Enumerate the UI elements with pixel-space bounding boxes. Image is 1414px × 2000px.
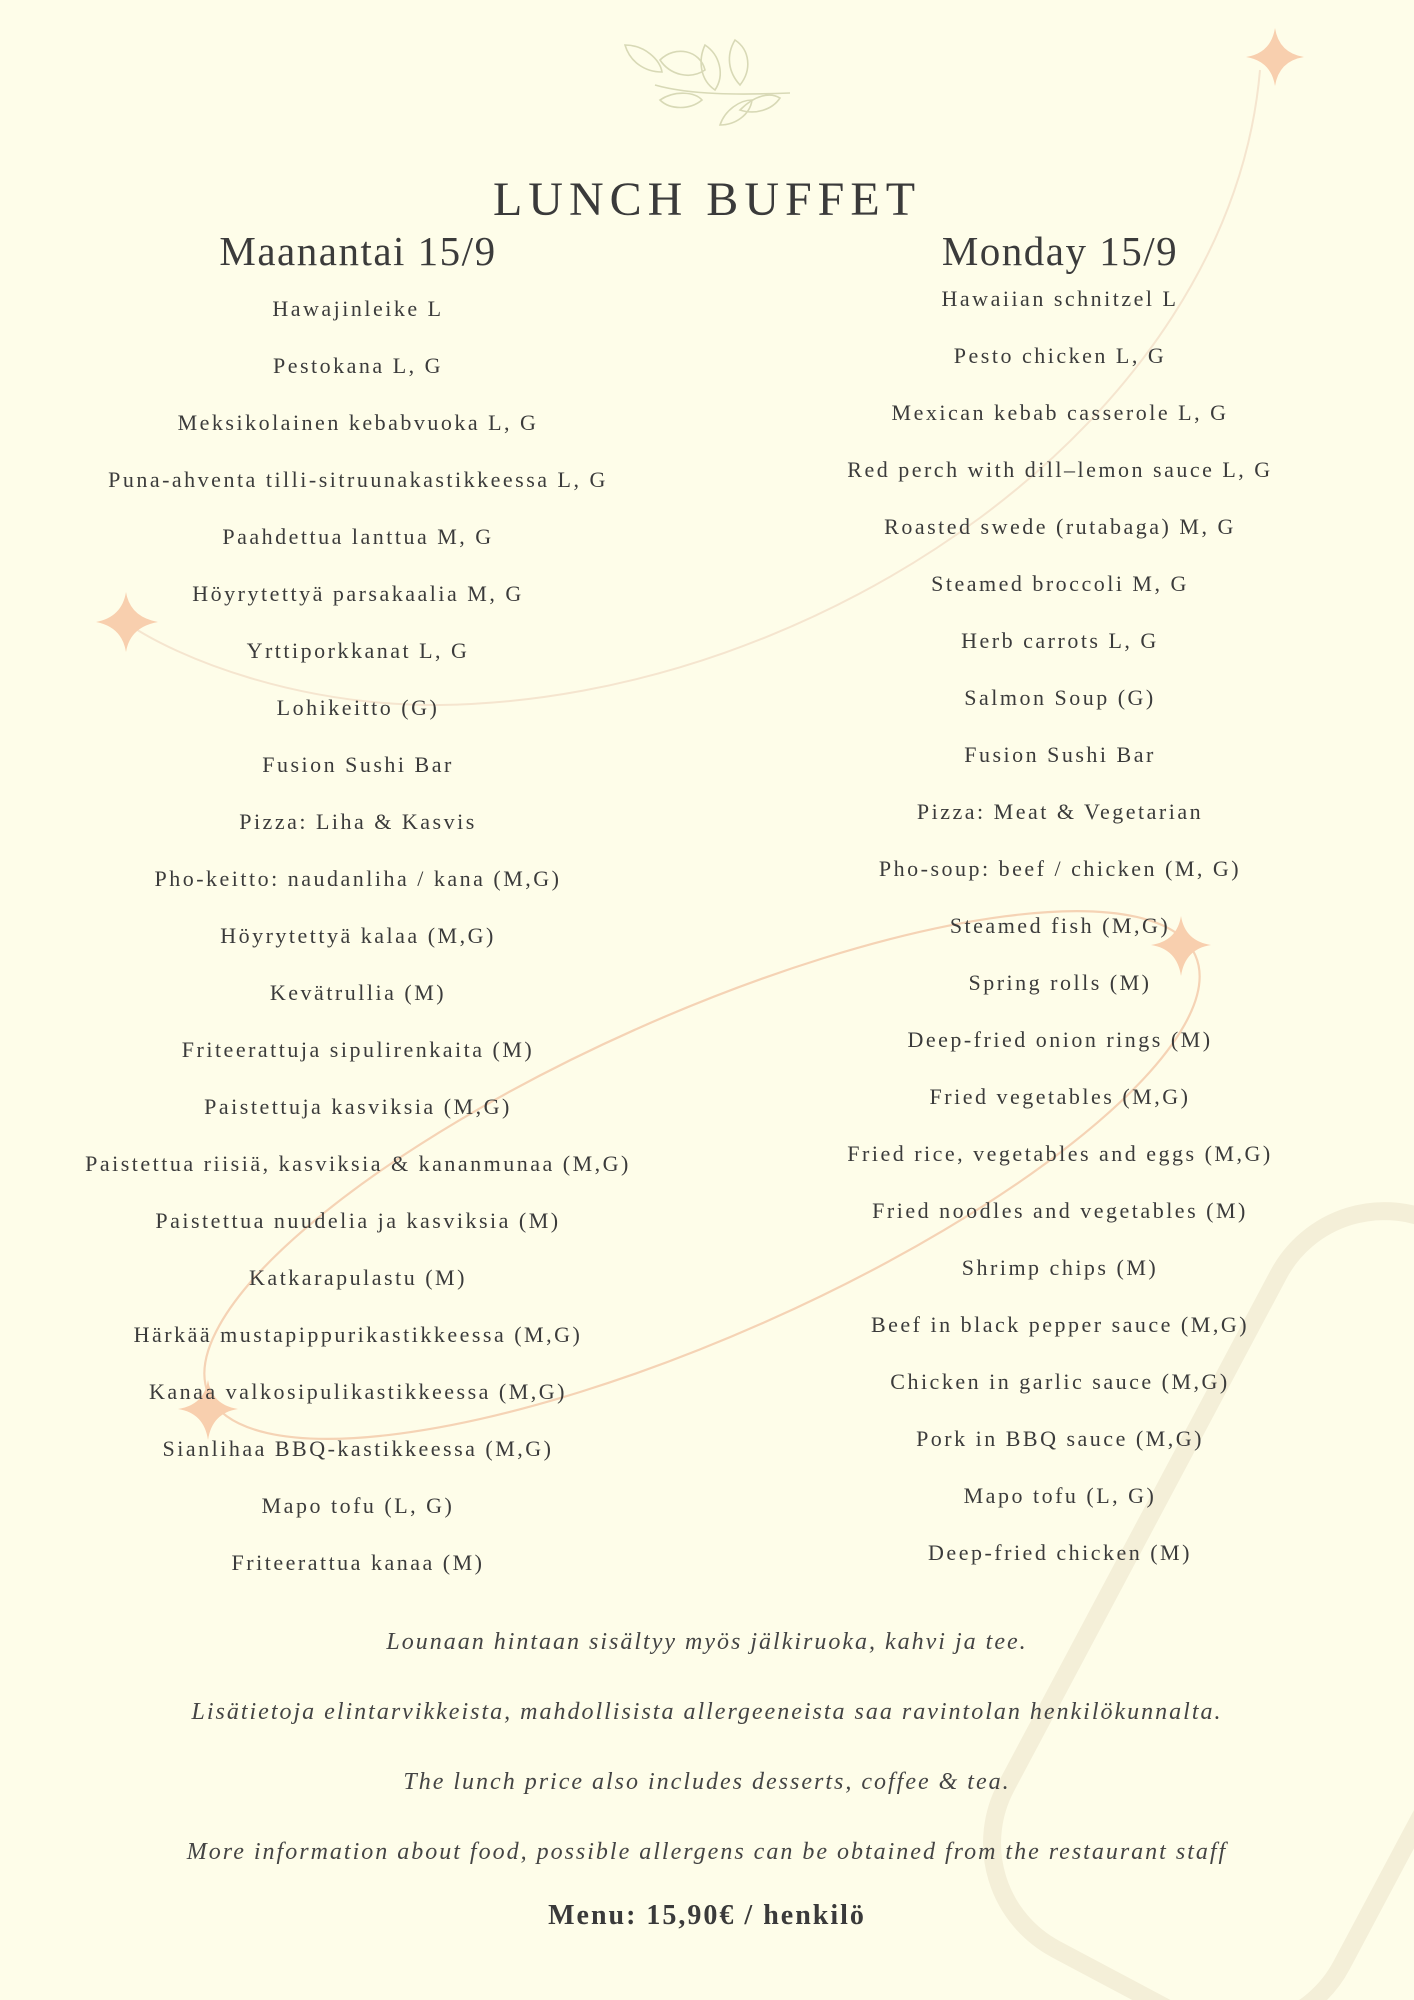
menu-item: Pho-keitto: naudanliha / kana (M,G) xyxy=(154,866,562,891)
menu-item: Fried rice, vegetables and eggs (M,G) xyxy=(847,1141,1273,1166)
note-allergens-fi: Lisätietoja elintarvikkeista, mahdollisista allergeeneista saa ravintolan henkilökunnalta. xyxy=(191,1699,1223,1725)
menu-item: Hawaiian schnitzel L xyxy=(941,286,1179,311)
english-day-heading: Monday 15/9 xyxy=(941,228,1179,274)
menu-item: Kanaa valkosipulikastikkeessa (M,G) xyxy=(148,1379,568,1404)
menu-item: Meksikolainen kebabvuoka L, G xyxy=(177,410,539,435)
menu-item: Pizza: Liha & Kasvis xyxy=(239,809,477,834)
menu-item: Friteerattuja sipulirenkaita (M) xyxy=(181,1037,535,1062)
menu-item: Friteerattua kanaa (M) xyxy=(231,1550,485,1575)
menu-item: Kevätrullia (M) xyxy=(269,980,447,1005)
menu-item: Yrttiporkkanat L, G xyxy=(246,638,470,663)
menu-item: Pesto chicken L, G xyxy=(953,343,1167,368)
menu-item: Paistettua nuudelia ja kasviksia (M) xyxy=(155,1208,561,1233)
menu-item: Mapo tofu (L, G) xyxy=(963,1483,1157,1508)
leaf-branch-icon xyxy=(625,40,790,125)
menu-item: Katkarapulastu (M) xyxy=(249,1265,467,1290)
finnish-menu-column xyxy=(0,222,716,1591)
note-dessert-en: The lunch price also includes desserts, coffee & tea. xyxy=(403,1769,1011,1795)
menu-item: Salmon Soup (G) xyxy=(964,685,1156,710)
menu-item: Hawajinleike L xyxy=(272,296,444,321)
finnish-menu-list xyxy=(0,280,716,1591)
menu-item: Deep-fried onion rings (M) xyxy=(907,1027,1213,1052)
menu-item: Paistettua riisiä, kasviksia & kananmunaa (M,G) xyxy=(85,1151,631,1176)
menu-item: Härkää mustapippurikastikkeessa (M,G) xyxy=(133,1322,583,1347)
menu-item: Höyrytettyä kalaa (M,G) xyxy=(220,923,496,948)
menu-item: Deep-fried chicken (M) xyxy=(928,1540,1192,1565)
menu-item: Fried vegetables (M,G) xyxy=(929,1084,1191,1109)
menu-price: Menu: 15,90€ / henkilö xyxy=(548,1900,866,1931)
menu-item: Pho-soup: beef / chicken (M, G) xyxy=(878,856,1242,881)
menu-item: Spring rolls (M) xyxy=(968,970,1152,995)
menu-item: Chicken in garlic sauce (M,G) xyxy=(890,1369,1230,1394)
english-menu-list xyxy=(770,270,1350,1581)
menu-item: Paistettuja kasviksia (M,G) xyxy=(204,1094,512,1119)
menu-item: Pizza: Meat & Vegetarian xyxy=(916,799,1204,824)
menu-item: Mapo tofu (L, G) xyxy=(261,1493,455,1518)
menu-item: Lohikeitto (G) xyxy=(276,695,440,720)
note-dessert-fi: Lounaan hintaan sisältyy myös jälkiruoka, kahvi ja tee. xyxy=(386,1629,1028,1655)
page-title: LUNCH BUFFET xyxy=(492,173,922,227)
menu-item: Höyrytettyä parsakaalia M, G xyxy=(192,581,524,606)
menu-item: Fried noodles and vegetables (M) xyxy=(872,1198,1248,1223)
menu-item: Beef in black pepper sauce (M,G) xyxy=(870,1312,1250,1337)
menu-item: Shrimp chips (M) xyxy=(961,1255,1159,1280)
sparkle-star-icon xyxy=(1246,28,1304,86)
menu-item: Pork in BBQ sauce (M,G) xyxy=(916,1426,1204,1451)
menu-item: Fusion Sushi Bar xyxy=(964,742,1156,767)
menu-item: Puna-ahventa tilli-sitruunakastikkeessa L, G xyxy=(108,467,608,492)
footer-notes xyxy=(0,1612,1414,1892)
english-menu-column xyxy=(770,222,1350,1581)
menu-item: Roasted swede (rutabaga) M, G xyxy=(884,514,1236,539)
menu-item: Pestokana L, G xyxy=(272,353,444,378)
menu-item: Red perch with dill–lemon sauce L, G xyxy=(847,457,1273,482)
menu-item: Paahdettua lanttua M, G xyxy=(222,524,494,549)
menu-item: Mexican kebab casserole L, G xyxy=(891,400,1229,425)
menu-item: Fusion Sushi Bar xyxy=(262,752,454,777)
finnish-day-heading: Maanantai 15/9 xyxy=(219,228,497,274)
menu-item: Steamed broccoli M, G xyxy=(931,571,1189,596)
menu-item: Herb carrots L, G xyxy=(961,628,1159,653)
menu-item: Sianlihaa BBQ-kastikkeessa (M,G) xyxy=(162,1436,554,1461)
menu-item: Steamed fish (M,G) xyxy=(949,913,1171,938)
note-allergens-en: More information about food, possible allergens can be obtained from the restaurant staff xyxy=(186,1839,1228,1865)
